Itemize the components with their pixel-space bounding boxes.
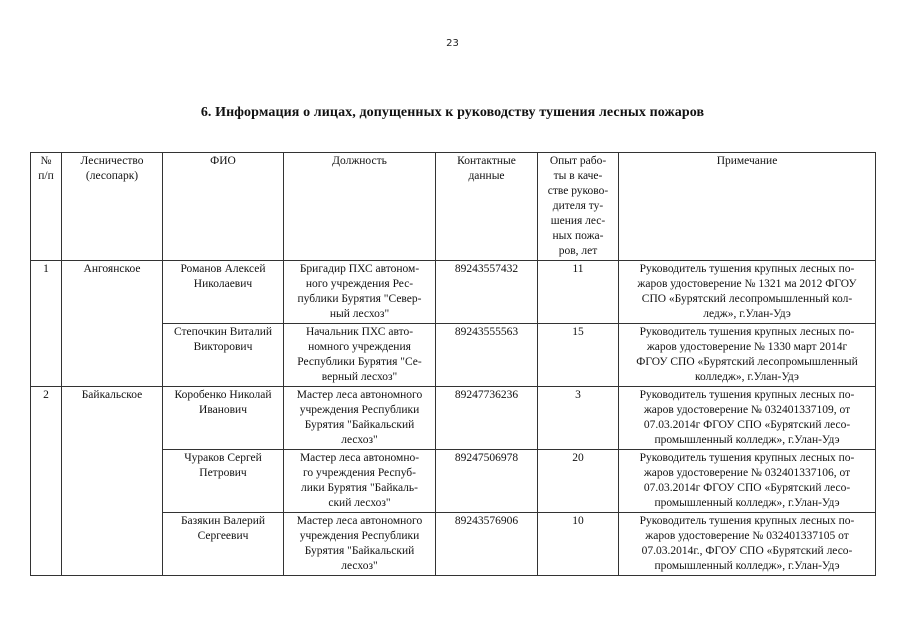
row-phone: 89243557432 [436, 261, 538, 324]
section-title: 6. Информация о лицах, допущенных к руководству тушения лесных пожаров [200, 105, 705, 120]
fire-leaders-table [30, 152, 876, 576]
table-row [31, 387, 876, 450]
row-position: Мастер леса автономного учреждения Республики Бурятия "Байкальский лесхоз" [284, 387, 436, 450]
row-note: Руководитель тушения крупных лесных по- жаров удостоверение № 032401337105 от 07.03.2014г., ФГОУ СПО «Бурятский лесо- промышленный колледж», г.Улан-Удэ [619, 513, 876, 576]
row-position: Мастер леса автономного учреждения Республики Бурятия "Байкальский лесхоз" [284, 513, 436, 576]
row-experience: 3 [538, 387, 619, 450]
page-number: 23 [446, 38, 459, 49]
header-contacts: Контактные данные [436, 153, 538, 261]
header-num: № п/п [31, 153, 62, 261]
row-forestry: Байкальское [62, 387, 163, 576]
row-name: Базякин Валерий Сергеевич [163, 513, 284, 576]
row-name: Чураков Сергей Петрович [163, 450, 284, 513]
row-num: 2 [31, 387, 62, 576]
row-note: Руководитель тушения крупных лесных по- жаров удостоверение № 1321 ма 2012 ФГОУ СПО «Бурятский лесопромышленный кол- ледж», г.Улан-Удэ [619, 261, 876, 324]
row-note: Руководитель тушения крупных лесных по- жаров удостоверение № 032401337109, от 07.03.2014г ФГОУ СПО «Бурятский лесо- промышленный колледж», г.Улан-Удэ [619, 387, 876, 450]
row-name: Коробенко Николай Иванович [163, 387, 284, 450]
row-note: Руководитель тушения крупных лесных по- жаров удостоверение № 1330 март 2014г ФГОУ СПО «Бурятский лесопромышленный колледж», г.Улан-Удэ [619, 324, 876, 387]
row-position: Бригадир ПХС автоном- ного учреждения Рес- публики Бурятия "Север- ный лесхоз" [284, 261, 436, 324]
header-note: Примечание [619, 153, 876, 261]
row-forestry: Ангоянское [62, 261, 163, 387]
row-name: Степочкин Виталий Викторович [163, 324, 284, 387]
row-name: Романов Алексей Николаевич [163, 261, 284, 324]
table-row [31, 261, 876, 324]
row-experience: 15 [538, 324, 619, 387]
row-experience: 11 [538, 261, 619, 324]
row-position: Мастер леса автономно- го учреждения Респуб- лики Бурятия "Байкаль- ский лесхоз" [284, 450, 436, 513]
row-note: Руководитель тушения крупных лесных по- жаров удостоверение № 032401337106, от 07.03.2014г ФГОУ СПО «Бурятский лесо- промышленный колледж», г.Улан-Удэ [619, 450, 876, 513]
row-num: 1 [31, 261, 62, 387]
row-position: Начальник ПХС авто- номного учреждения Республики Бурятия "Се- верный лесхоз" [284, 324, 436, 387]
header-experience: Опыт рабо- ты в каче- стве руково- дителя ту- шения лес- ных пожа- ров, лет [538, 153, 619, 261]
header-forestry: Лесничество (лесопарк) [62, 153, 163, 261]
row-phone: 89247736236 [436, 387, 538, 450]
row-phone: 89243576906 [436, 513, 538, 576]
header-name: ФИО [163, 153, 284, 261]
table-header-row [31, 153, 876, 261]
header-position: Должность [284, 153, 436, 261]
row-experience: 20 [538, 450, 619, 513]
row-phone: 89247506978 [436, 450, 538, 513]
row-experience: 10 [538, 513, 619, 576]
row-phone: 89243555563 [436, 324, 538, 387]
